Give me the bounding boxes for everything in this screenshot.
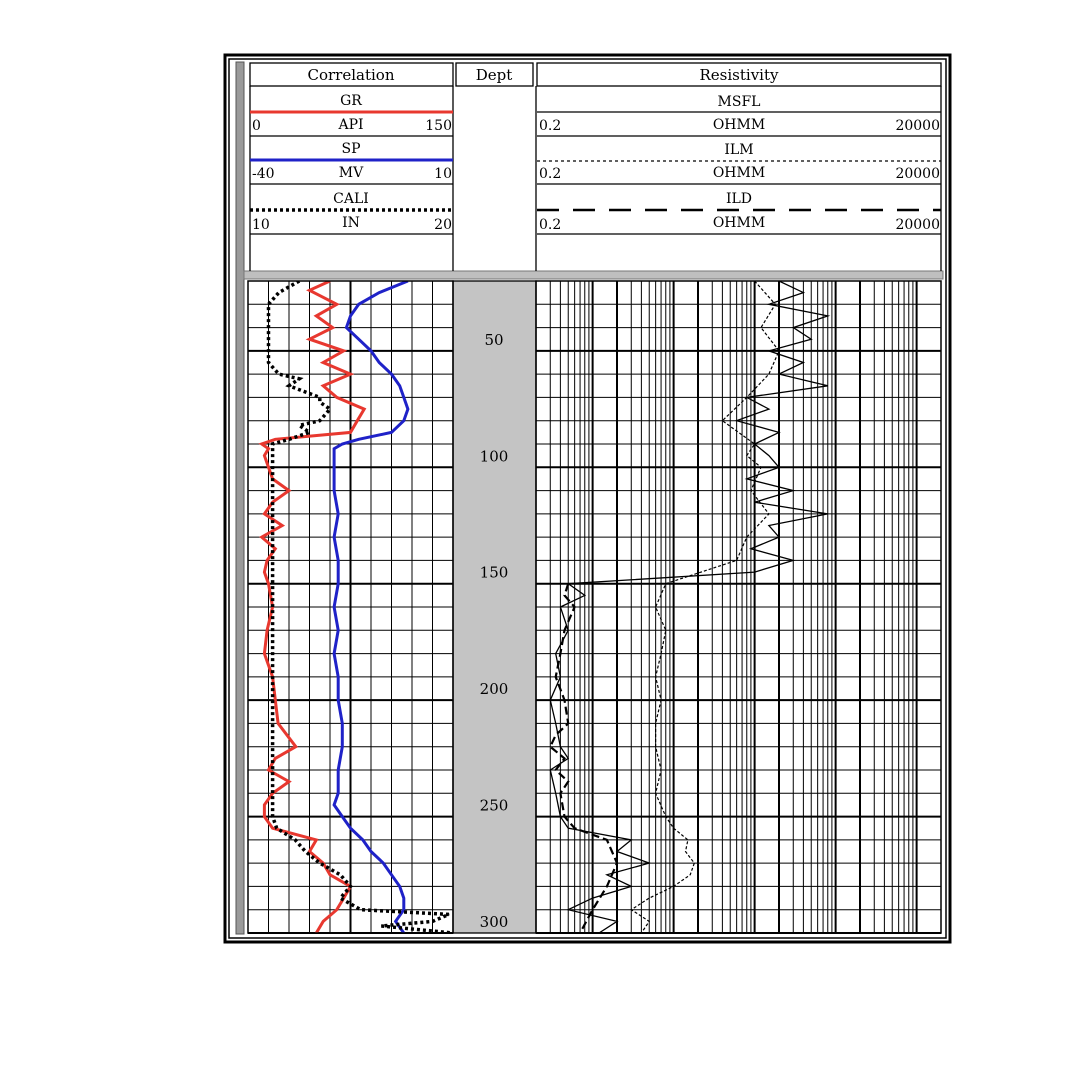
correlation-track-title: Correlation bbox=[307, 66, 395, 84]
sp-curve-name: SP bbox=[341, 141, 361, 157]
sp-scale-max: 10 bbox=[434, 166, 452, 182]
header-separator bbox=[244, 271, 943, 279]
ild-scale-max: 20000 bbox=[895, 217, 940, 233]
left-bar bbox=[236, 62, 244, 934]
cali-scale-max: 20 bbox=[434, 217, 452, 233]
ild-scale-min: 0.2 bbox=[539, 217, 562, 233]
depth-tick-label: 200 bbox=[479, 680, 509, 699]
depth-tick-label: 250 bbox=[479, 796, 509, 815]
gr-scale-max: 150 bbox=[425, 118, 452, 134]
ild-curve-name: ILD bbox=[725, 191, 753, 207]
cali-unit: IN bbox=[342, 215, 360, 231]
depth-tick-label: 150 bbox=[479, 563, 509, 582]
gr-unit: API bbox=[338, 117, 364, 133]
cali-scale-min: 10 bbox=[252, 217, 270, 233]
depth-tick-label: 100 bbox=[479, 447, 509, 466]
ilm-unit: OHMM bbox=[712, 165, 766, 181]
gr-curve-name: GR bbox=[340, 93, 362, 109]
sp-scale-min: -40 bbox=[252, 166, 275, 182]
ilm-curve-name: ILM bbox=[724, 142, 754, 158]
depth-track-fill bbox=[453, 281, 536, 933]
msfl-unit: OHMM bbox=[712, 117, 766, 133]
cali-curve-name: CALI bbox=[333, 191, 369, 207]
depth-track-title: Dept bbox=[475, 66, 513, 84]
msfl-scale-min: 0.2 bbox=[539, 118, 562, 134]
resistivity-track-title: Resistivity bbox=[699, 66, 779, 84]
ilm-scale-min: 0.2 bbox=[539, 166, 562, 182]
msfl-curve-name: MSFL bbox=[717, 94, 761, 110]
gr-scale-min: 0 bbox=[252, 118, 261, 134]
depth-tick-label: 300 bbox=[479, 913, 509, 931]
msfl-scale-max: 20000 bbox=[895, 118, 940, 134]
depth-tick-label: 50 bbox=[484, 330, 504, 349]
sp-unit: MV bbox=[338, 165, 364, 181]
ilm-scale-max: 20000 bbox=[895, 166, 940, 182]
log-frame bbox=[225, 55, 950, 942]
ild-unit: OHMM bbox=[712, 215, 766, 231]
